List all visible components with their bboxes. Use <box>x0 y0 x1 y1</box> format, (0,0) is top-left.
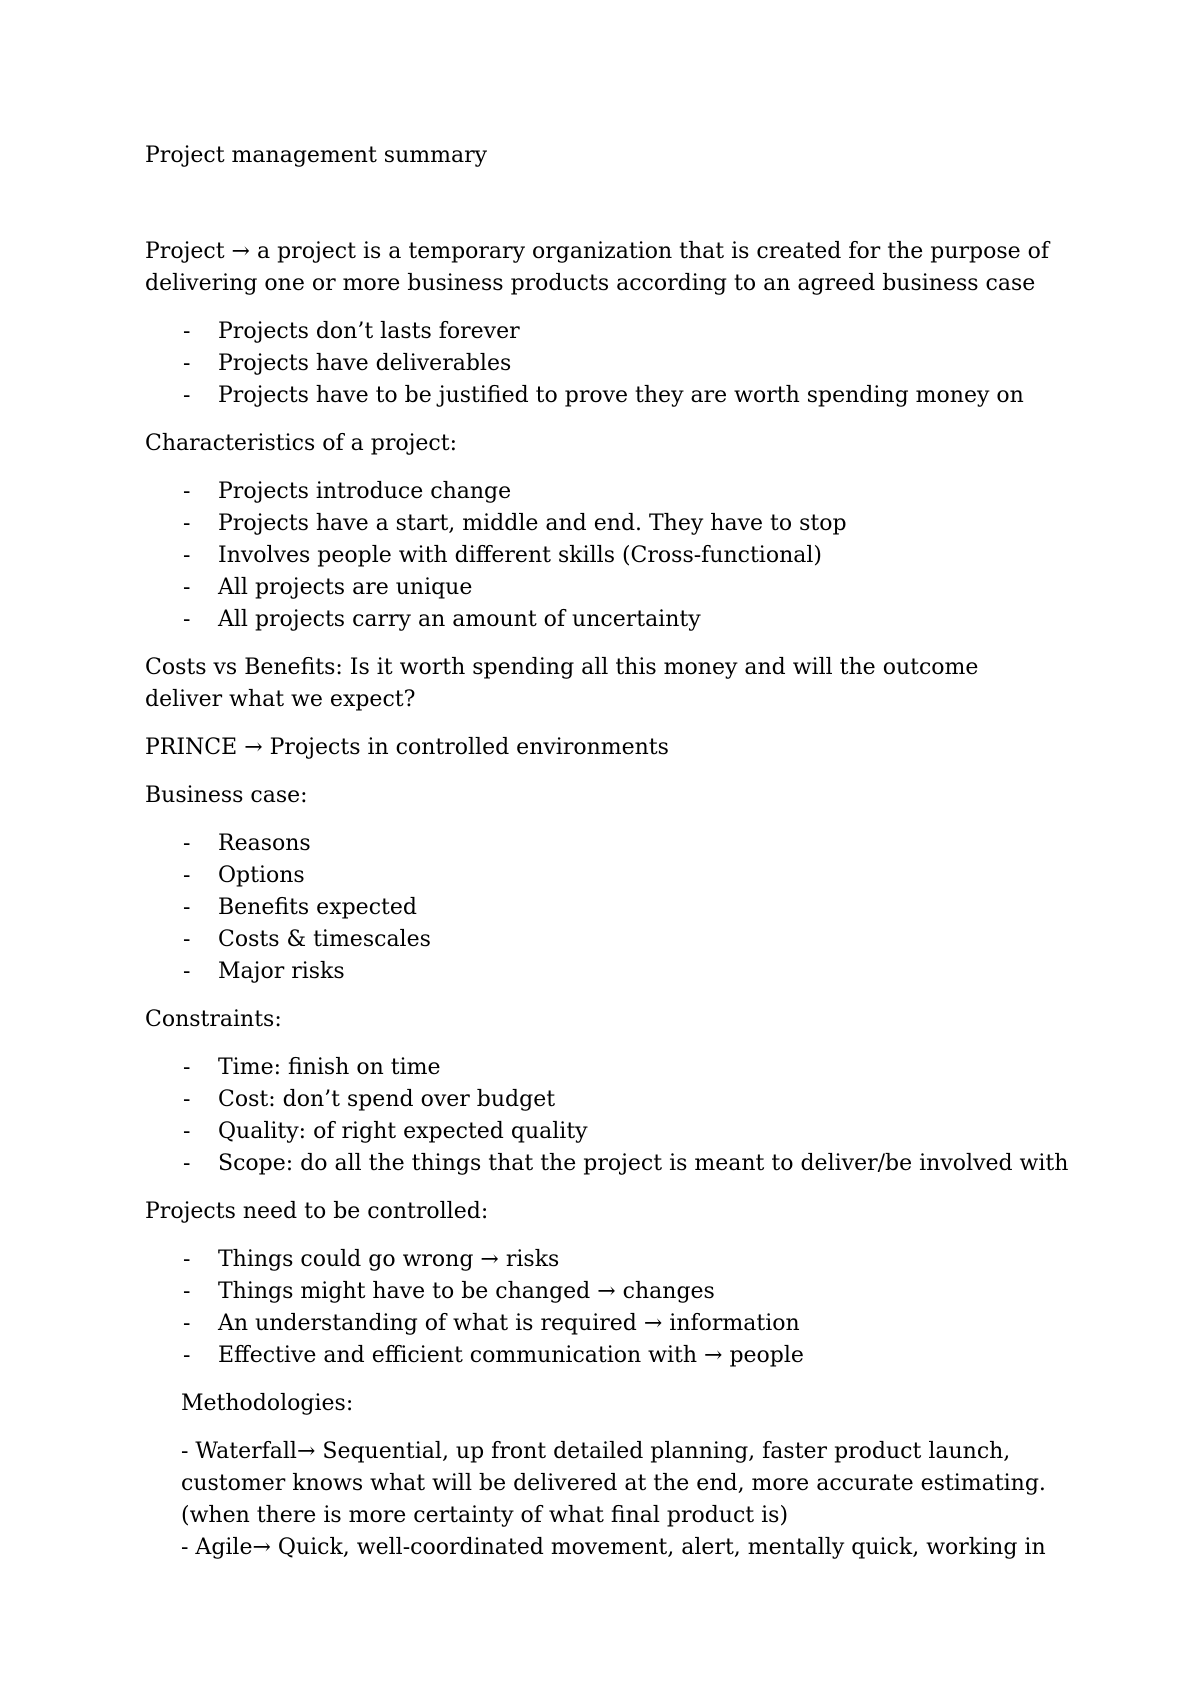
dash-bullet: - <box>183 319 191 344</box>
dash-bullet: - <box>183 1119 191 1144</box>
list-item: - Involves people with different skills (Cross-functional) <box>145 540 1055 572</box>
dash-bullet: - <box>183 1087 191 1112</box>
dash-bullet: - <box>183 1279 191 1304</box>
list-item: - Projects introduce change <box>145 476 1055 508</box>
constraints-list <box>145 1052 1069 1180</box>
list-item: - Projects have deliverables <box>145 348 1055 380</box>
characteristics-list <box>145 476 1055 636</box>
control-list <box>145 1244 1055 1372</box>
list-item: - Time: finish on time <box>145 1052 1055 1084</box>
list-item: - All projects are unique <box>145 572 1055 604</box>
dash-bullet: - <box>183 959 191 984</box>
methodologies-heading: Methodologies: <box>181 1391 354 1416</box>
control-heading: Projects need to be controlled: <box>145 1199 489 1224</box>
document-title: Project management summary <box>145 143 488 168</box>
dash-bullet: - <box>183 1247 191 1272</box>
project-points-list <box>145 316 1055 412</box>
dash-bullet: - <box>183 543 191 568</box>
dash-bullet: - <box>183 511 191 536</box>
list-item: - An understanding of what is required → information <box>145 1308 1055 1340</box>
dash-bullet: - <box>183 1055 191 1080</box>
list-item: - Things could go wrong → risks <box>145 1244 1055 1276</box>
dash-bullet: - <box>183 1151 191 1176</box>
list-item: - Things might have to be changed → changes <box>145 1276 1055 1308</box>
dash-bullet: - <box>183 1343 191 1368</box>
dash-bullet: - <box>183 575 191 600</box>
list-item: - Cost: don’t spend over budget <box>145 1084 1055 1116</box>
dash-bullet: - <box>183 863 191 888</box>
list-item: - Major risks <box>145 956 1055 988</box>
dash-bullet: - <box>183 927 191 952</box>
constraints-heading: Constraints: <box>145 1007 282 1032</box>
list-item: - All projects carry an amount of uncertainty <box>145 604 1055 636</box>
project-definition: Project → a project is a temporary organization that is created for the purpose of delivering one or more business products according to an agreed business case <box>145 239 1050 296</box>
characteristics-heading: Characteristics of a project: <box>145 431 458 456</box>
dash-bullet: - <box>183 383 191 408</box>
list-item: - Options <box>145 860 1055 892</box>
dash-bullet: - <box>183 479 191 504</box>
waterfall-description: - Waterfall→ Sequential, up front detailed planning, faster product launch, customer knows what will be delivered at the end, more accurate estimating. <box>181 1439 1046 1496</box>
waterfall-note: (when there is more certainty of what final product is) <box>181 1503 789 1528</box>
list-item: - Projects have a start, middle and end. They have to stop <box>145 508 1055 540</box>
business-case-list <box>145 828 1055 988</box>
list-item: - Effective and efficient communication with → people <box>145 1340 1055 1372</box>
costs-vs-benefits: Costs vs Benefits: Is it worth spending all this money and will the outcome deliver what we expect? <box>145 655 979 712</box>
dash-bullet: - <box>183 831 191 856</box>
list-item: - Projects don’t lasts forever <box>145 316 1055 348</box>
list-item: - Reasons <box>145 828 1055 860</box>
dash-bullet: - <box>183 351 191 376</box>
dash-bullet: - <box>183 895 191 920</box>
list-item: - Projects have to be justified to prove they are worth spending money on <box>145 380 1055 412</box>
dash-bullet: - <box>183 1311 191 1336</box>
list-item: - Costs & timescales <box>145 924 1055 956</box>
list-item: - Scope: do all the things that the project is meant to deliver/be involved with <box>145 1148 1055 1180</box>
list-item: - Quality: of right expected quality <box>145 1116 1055 1148</box>
document-body <box>145 236 1069 1564</box>
dash-bullet: - <box>183 607 191 632</box>
business-case-heading: Business case: <box>145 783 308 808</box>
list-item: - Benefits expected <box>145 892 1055 924</box>
agile-description: - Agile→ Quick, well-coordinated movement, alert, mentally quick, working in <box>181 1535 1046 1560</box>
prince-definition: PRINCE → Projects in controlled environments <box>145 735 669 760</box>
